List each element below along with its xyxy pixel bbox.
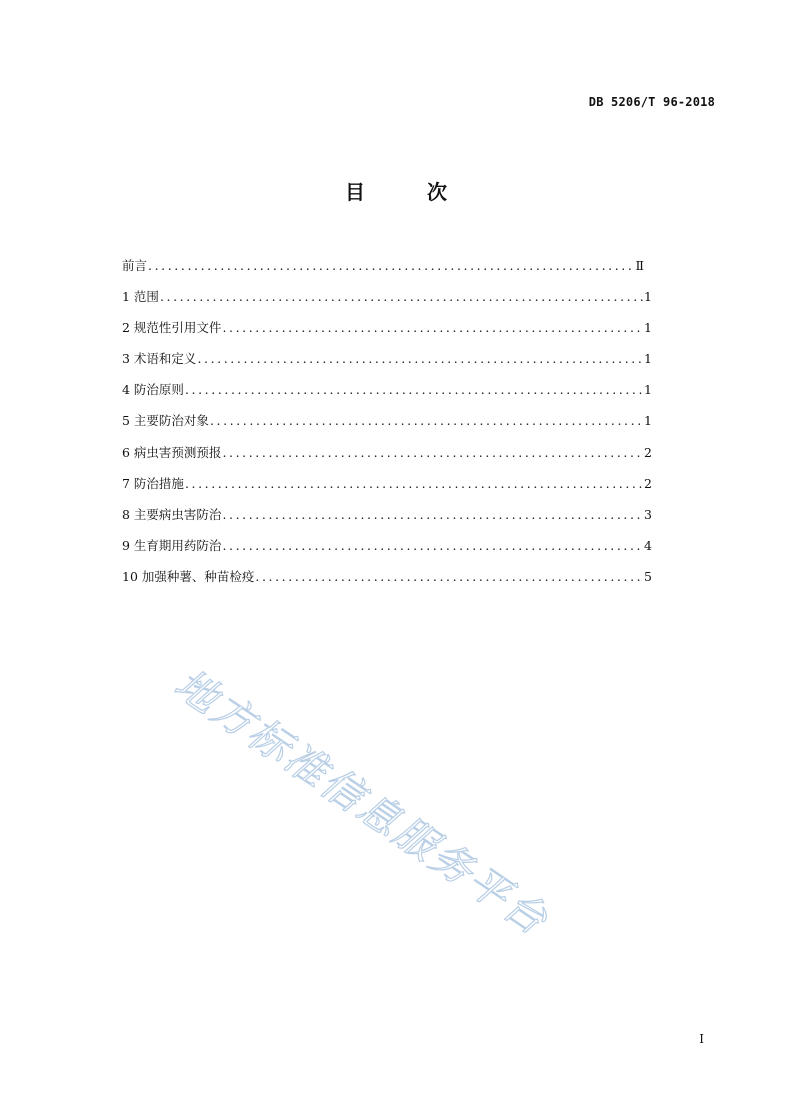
- table-of-contents: [122, 256, 652, 598]
- toc-entry-page: 4: [644, 537, 652, 553]
- toc-leader-dots: [210, 411, 643, 431]
- toc-entry-page: 5: [644, 568, 652, 584]
- toc-entry-label: 4 防治原则: [122, 382, 184, 398]
- toc-entry-terms-definitions[interactable]: [122, 349, 652, 380]
- toc-entry-page: 2: [644, 475, 652, 491]
- toc-entry-page: 1: [644, 413, 652, 429]
- toc-leader-dots: [222, 536, 643, 556]
- toc-entry-normative-references[interactable]: [122, 318, 652, 349]
- toc-entry-control-measures[interactable]: [122, 474, 652, 505]
- toc-entry-pest-forecasting[interactable]: [122, 443, 652, 474]
- toc-leader-dots: [185, 474, 643, 494]
- page-number: I: [699, 1032, 704, 1046]
- toc-leader-dots: [222, 318, 643, 338]
- toc-leader-dots: [160, 287, 643, 307]
- toc-entry-label: 1 范围: [122, 289, 159, 305]
- toc-entry-growth-stage-pesticide[interactable]: [122, 536, 652, 567]
- page-title-char-2: 次: [427, 180, 447, 204]
- toc-leader-dots: [197, 349, 643, 369]
- toc-entry-label: 10 加强种薯、种苗检疫: [122, 568, 255, 584]
- toc-entry-page: 3: [644, 506, 652, 522]
- toc-entry-label: 2 规范性引用文件: [122, 320, 222, 336]
- toc-leader-dots: [255, 567, 643, 587]
- toc-entry-label: 3 术语和定义: [122, 351, 197, 367]
- toc-entry-foreword[interactable]: [122, 256, 652, 287]
- toc-leader-dots: [148, 256, 634, 276]
- toc-entry-seed-quarantine[interactable]: [122, 567, 652, 598]
- toc-leader-dots: [222, 505, 643, 525]
- toc-entry-label: 8 主要病虫害防治: [122, 506, 222, 522]
- toc-entry-scope[interactable]: [122, 287, 652, 318]
- toc-entry-main-control-targets[interactable]: [122, 411, 652, 442]
- toc-entry-label: 7 防治措施: [122, 475, 184, 491]
- toc-entry-label: 前言: [122, 258, 148, 273]
- toc-entry-page: Ⅱ: [635, 258, 644, 273]
- toc-entry-main-pest-control[interactable]: [122, 505, 652, 536]
- document-code: DB 5206/T 96-2018: [588, 95, 715, 109]
- page-title-char-1: 目: [345, 180, 365, 204]
- toc-entry-label: 6 病虫害预测预报: [122, 444, 222, 460]
- toc-entry-page: 1: [644, 382, 652, 398]
- toc-entry-page: 1: [644, 320, 652, 336]
- watermark: 地方标准信息服务平台: [166, 659, 558, 946]
- toc-entry-page: 1: [644, 289, 652, 305]
- toc-leader-dots: [222, 443, 643, 463]
- toc-entry-control-principles[interactable]: [122, 380, 652, 411]
- toc-entry-label: 9 生育期用药防治: [122, 537, 222, 553]
- toc-entry-page: 1: [644, 351, 652, 367]
- page-title: [0, 176, 792, 205]
- toc-leader-dots: [185, 380, 643, 400]
- toc-entry-label: 5 主要防治对象: [122, 413, 209, 429]
- toc-entry-page: 2: [644, 444, 652, 460]
